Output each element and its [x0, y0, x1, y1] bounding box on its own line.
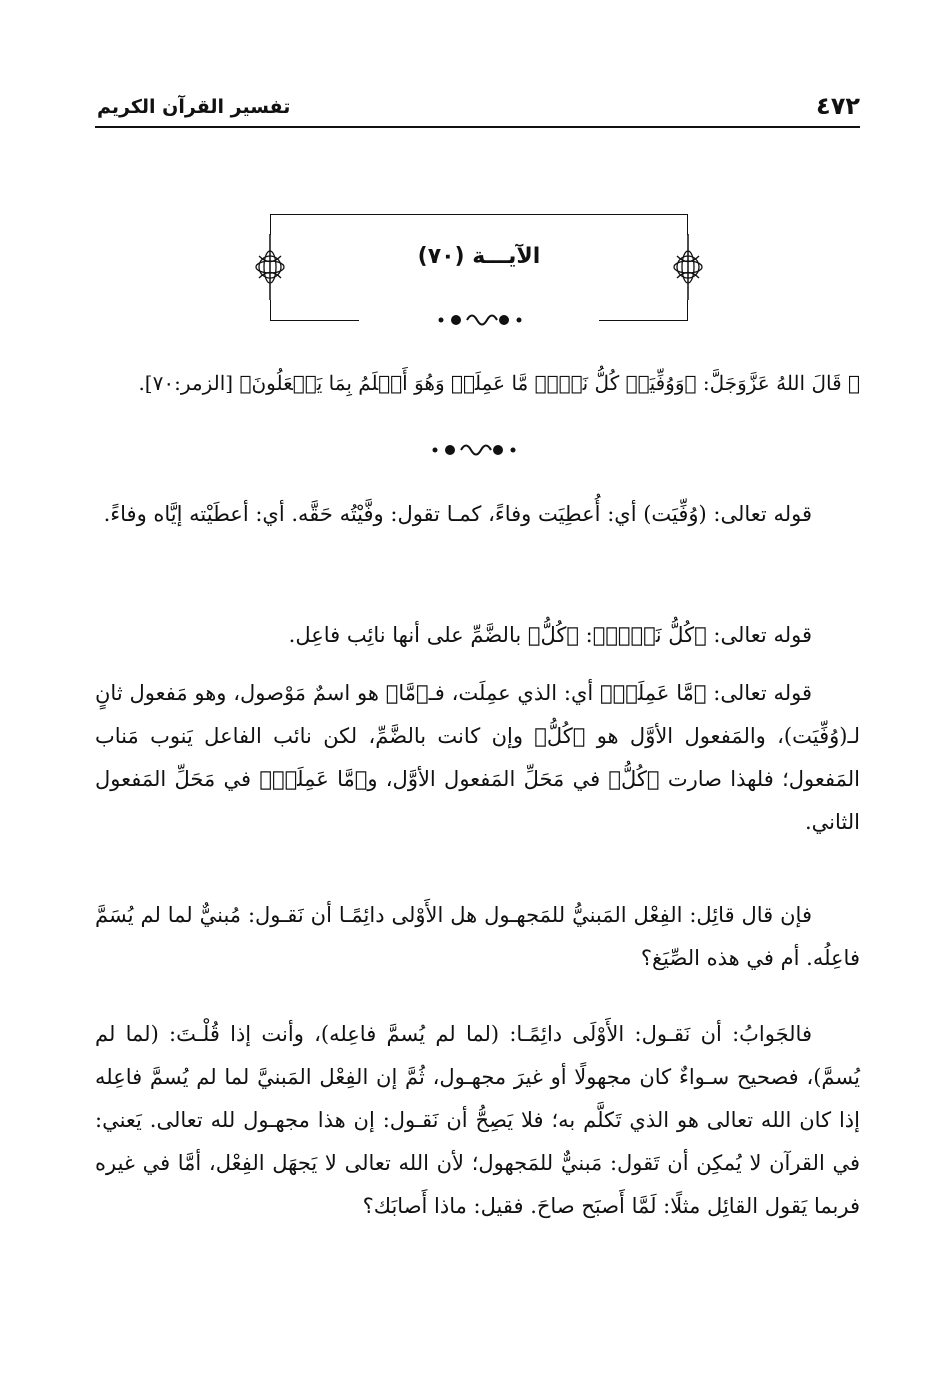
- frame-top-border: [270, 214, 688, 235]
- quran-verse: ۞ قَالَ اللهُ عَزَّوَجَلَّ: ﴿وَوُفِّيَتۡ كُلُّ نَفۡسٖ مَّا عَمِلَتۡ وَهُوَ أَعۡلَمُ بِمَا يَفۡعَلُونَ﴾ [الزمر:٧٠].: [138, 371, 860, 395]
- frame-bottom-left-border: [270, 300, 359, 321]
- page-number: ٤٧٢: [816, 92, 860, 120]
- frame-bottom-right-border: [599, 300, 688, 321]
- paragraph: فإن قال قائِل: الفِعْل المَبنيُّ للمَجهـول هل الأَوْلى دائِمًـا أن نَقـول: مُبنيٌّ لما لم يُسَمَّ فاعِلُه. أم في هذه الصِّيَغ؟: [95, 903, 860, 970]
- page-header: [95, 92, 860, 128]
- paragraph: قوله تعالى: ﴿كُلُّ نَفۡسٖ﴾: ﴿كُلُّ﴾ بالضَّمِّ على أنها نائِب فاعِل.: [288, 623, 812, 647]
- paragraph: قوله تعالى: (وُفِّيَت) أي: أُعطِيَت وفاءً، كمـا تقول: وفَّيْتُه حَقَّه. أي: أعطَيْته إيَّاه وفاءً.: [103, 502, 812, 526]
- verse-heading: الآيـــة (٧٠): [417, 244, 541, 269]
- dot-swirl-divider-icon: [403, 440, 543, 460]
- book-title: تفسير القرآن الكريم: [97, 96, 291, 118]
- verse-heading-frame: [270, 214, 688, 320]
- dot-swirl-divider-icon: [409, 310, 549, 330]
- paragraph: قوله تعالى: ﴿مَّا عَمِلَتۡ﴾ أي: الذي عمِلَت، فـ﴿مَّا﴾ هو اسمٌ مَوْصول، وهو مَفعول ثانٍ لـ(وُفِّيَت)، والمَفعول الأوَّل هو ﴿كُلُّ﴾ وإن كانت بالضَّمِّ، لكن نائب الفاعل يَنوب مَناب المَفعول؛ فلهذا صارت ﴿كُلُّ﴾ في مَحَلِّ المَفعول الأوَّل، و﴿مَّا عَمِلَتۡ﴾ في مَحَلِّ المَفعول الثاني.: [95, 681, 860, 834]
- paragraph: فالجَوابُ: أن نَقـول: الأَوْلَى دائِمًـا: (لما لم يُسمَّ فاعِله)، وأنت إذا قُلْـتَ: (لما لم يُسمَّ)، فصحيح سـواءٌ كان مجهولًا أو غيرَ مجهـول، ثُمَّ إن الفِعْل المَبنيَّ لما لم يُسمَّ فاعِله إذا كان الله تعالى هو الذي تَكلَّم به؛ فلا يَصِحُّ أن نَقـول: إن هذا مجهـول لله تعالى. يَعني: في القرآن لا يُمكِن أن تَقول: مَبنيٌّ للمَجهول؛ لأن الله تعالى لا يَجهَل الفِعْل، أمَّا في غيره فربما يَقول القائِل مثلًا: لَمَّا أَصبَح صاحَ. فقيل: ماذا أَصابَك؟: [95, 1022, 860, 1218]
